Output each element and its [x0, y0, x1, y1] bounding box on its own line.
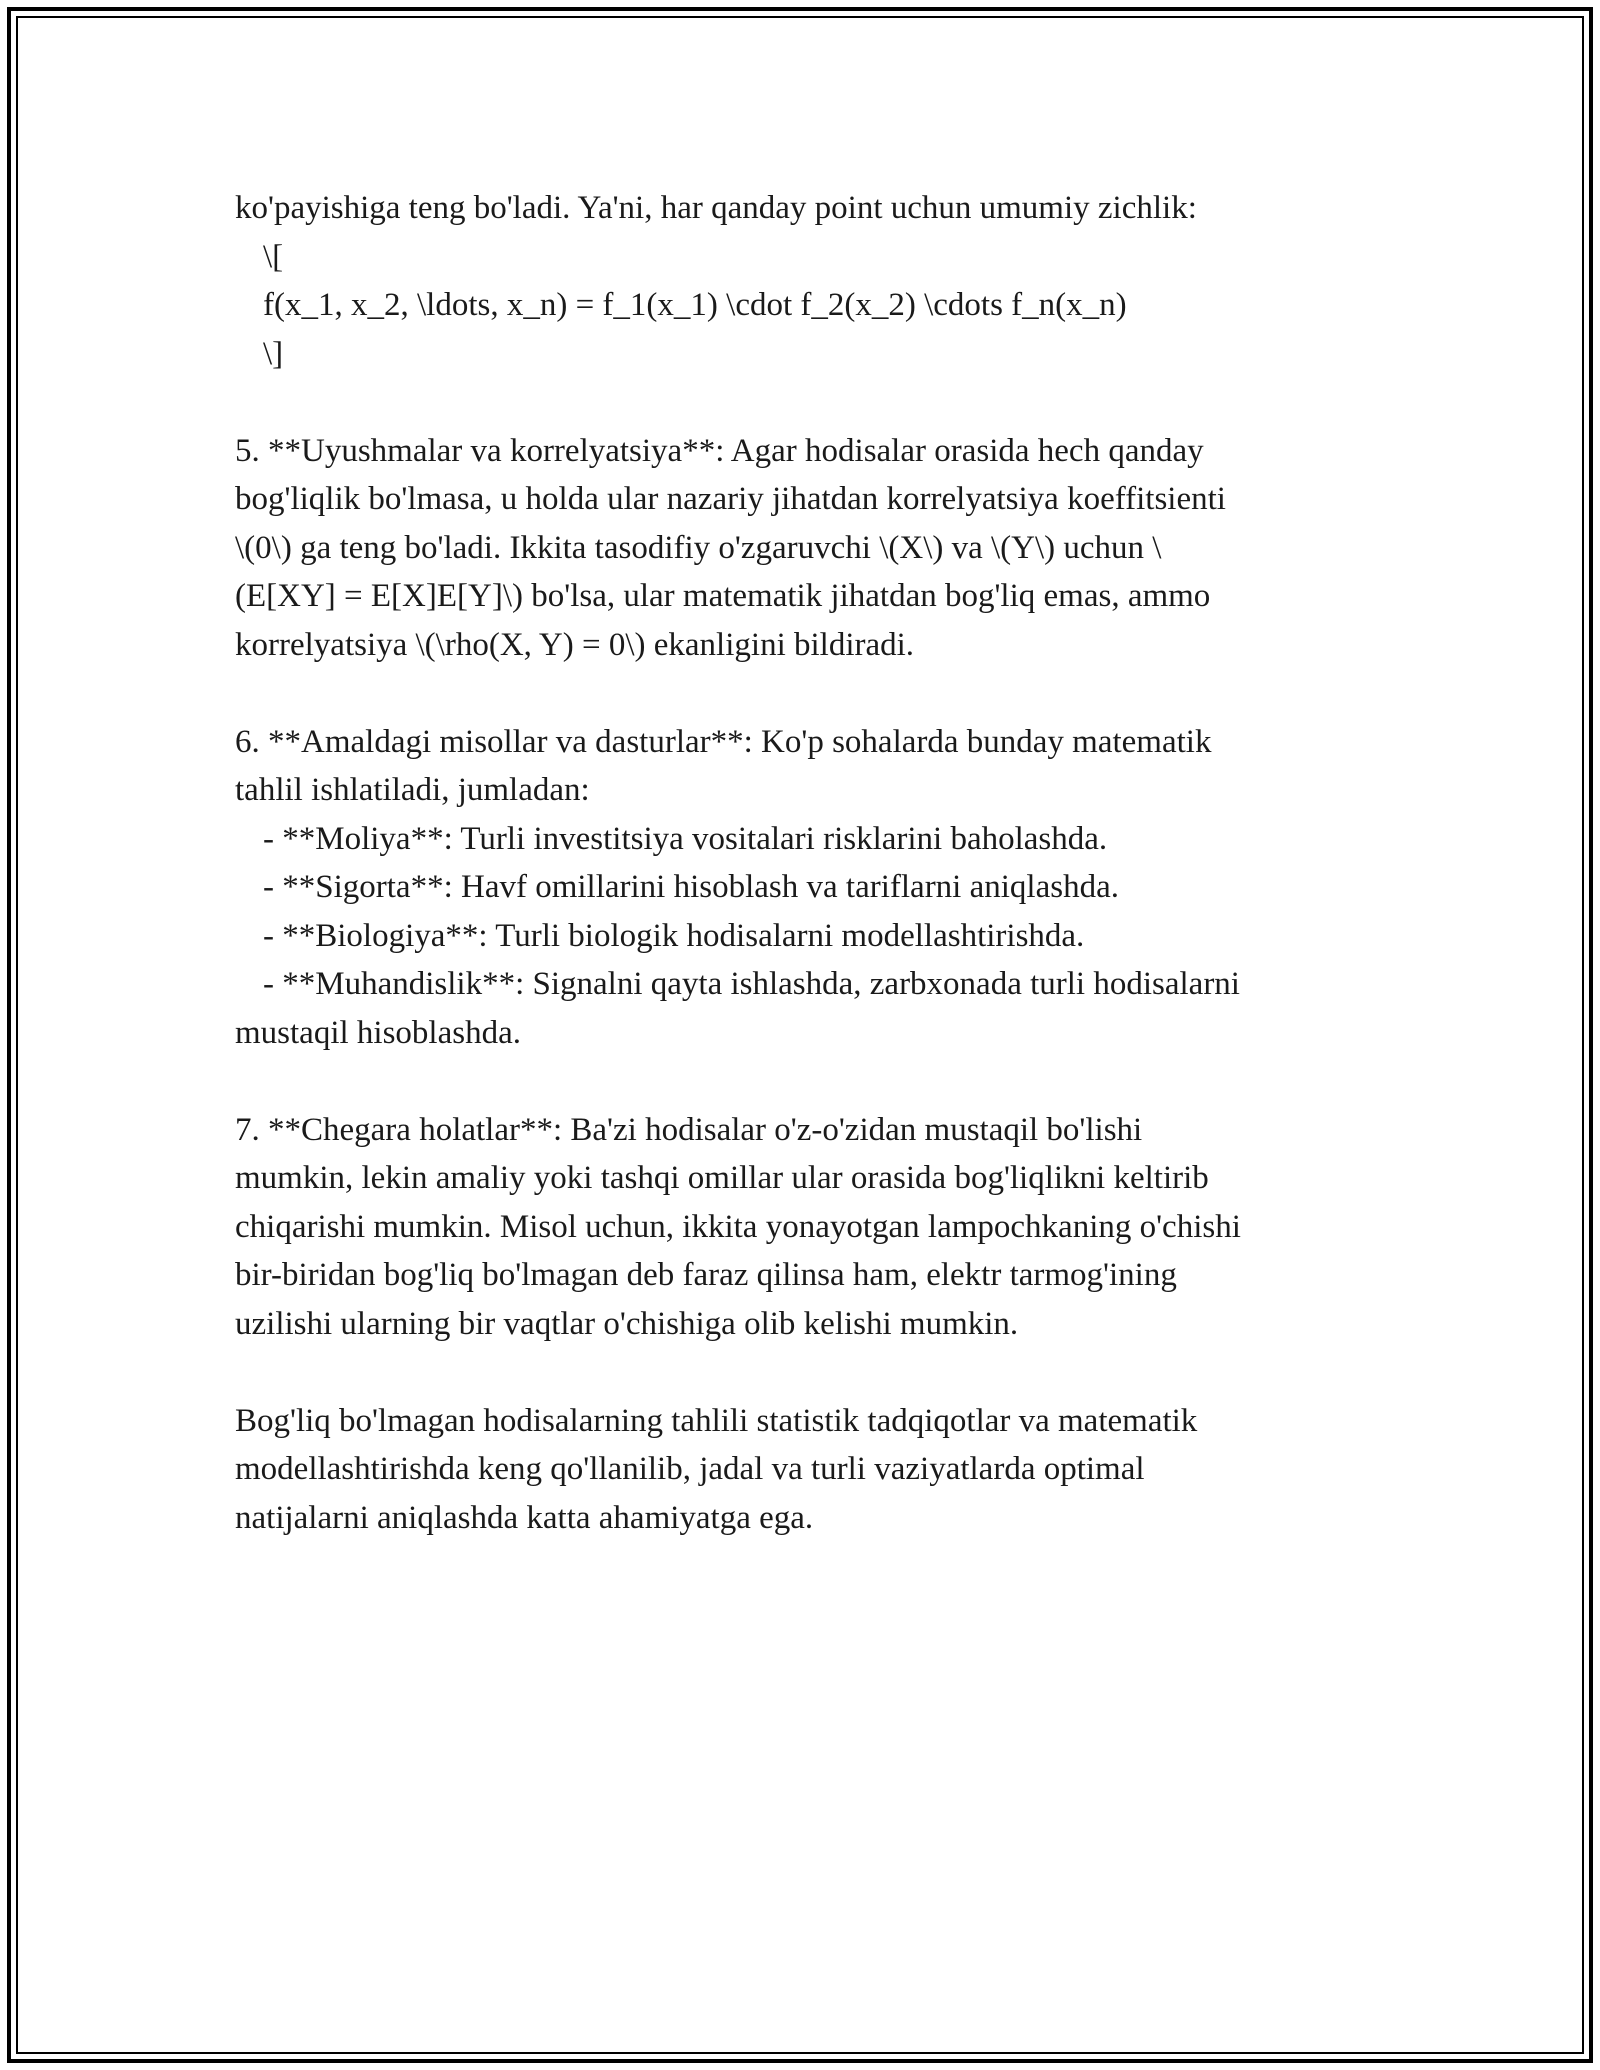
text-line: korrelyatsiya \(\rho(X, Y) = 0\) ekanligini bildiradi. — [235, 626, 915, 663]
list-item: - **Biologiya**: Turli biologik hodisalarni modellashtirishda. — [263, 917, 1085, 954]
list-item-continuation: mustaqil hisoblashda. — [235, 1014, 521, 1051]
text-line: natijalarni aniqlashda katta ahamiyatga ega. — [235, 1499, 814, 1536]
text-line: bog'liqlik bo'lmasa, u holda ular nazariy jihatdan korrelyatsiya koeffitsienti — [235, 481, 1226, 517]
section-6 — [235, 718, 1375, 1058]
list-item: - **Muhandislik**: Signalni qayta ishlashda, zarbxonada turli hodisalarni — [263, 966, 1240, 1002]
paragraph-gap — [235, 1348, 1375, 1397]
text-line: modellashtirishda keng qo'llanilib, jadal va turli vaziyatlarda optimal — [235, 1451, 1145, 1487]
formula-line: f(x_1, x_2, \ldots, x_n) = f_1(x_1) \cdot f_2(x_2) \cdots f_n(x_n) — [263, 287, 1127, 323]
formula-close-delimiter: \] — [263, 335, 284, 372]
text-line: tahlil ishlatiladi, jumladan: — [235, 772, 590, 808]
intro-block — [235, 184, 1375, 378]
text-line: Bog'liq bo'lmagan hodisalarning tahlili statistik tadqiqotlar va matematik — [235, 1402, 1198, 1439]
text-line: \(0\) ga teng bo'ladi. Ikkita tasodifiy o'zgaruvchi \(X\) va \(Y\) uchun \ — [235, 529, 1162, 566]
list-item: - **Moliya**: Turli investitsiya vositalari risklarini baholashda. — [263, 820, 1108, 857]
text-line: 7. **Chegara holatlar**: Ba'zi hodisalar o'z-o'zidan mustaqil bo'lishi — [235, 1111, 1143, 1148]
paragraph-gap — [235, 669, 1375, 718]
text-line: bir-biridan bog'liq bo'lmagan deb faraz qilinsa ham, elektr tarmog'ining — [235, 1257, 1177, 1293]
list-item: - **Sigorta**: Havf omillarini hisoblash va tariflarni aniqlashda. — [263, 869, 1119, 905]
paragraph-gap — [235, 378, 1375, 427]
formula-open-delimiter: \[ — [263, 238, 284, 275]
document-body — [235, 184, 1375, 1542]
text-line: ko'payishiga teng bo'ladi. Ya'ni, har qanday point uchun umumiy zichlik: — [235, 190, 1197, 226]
text-line: uzilishi ularning bir vaqtlar o'chishiga olib kelishi mumkin. — [235, 1305, 1019, 1342]
section-7 — [235, 1106, 1375, 1349]
section-5 — [235, 427, 1375, 670]
text-line: 5. **Uyushmalar va korrelyatsiya**: Agar hodisalar orasida hech qanday — [235, 432, 1204, 469]
text-line: 6. **Amaldagi misollar va dasturlar**: Ko'p sohalarda bunday matematik — [235, 723, 1212, 760]
text-line: chiqarishi mumkin. Misol uchun, ikkita yonayotgan lampochkaning o'chishi — [235, 1208, 1241, 1245]
paragraph-gap — [235, 1057, 1375, 1106]
text-line: (E[XY] = E[X]E[Y]\) bo'lsa, ular matematik jihatdan bog'liq emas, ammo — [235, 578, 1211, 614]
text-line: mumkin, lekin amaliy yoki tashqi omillar ular orasida bog'liqlikni keltirib — [235, 1160, 1209, 1196]
conclusion-paragraph — [235, 1397, 1375, 1543]
